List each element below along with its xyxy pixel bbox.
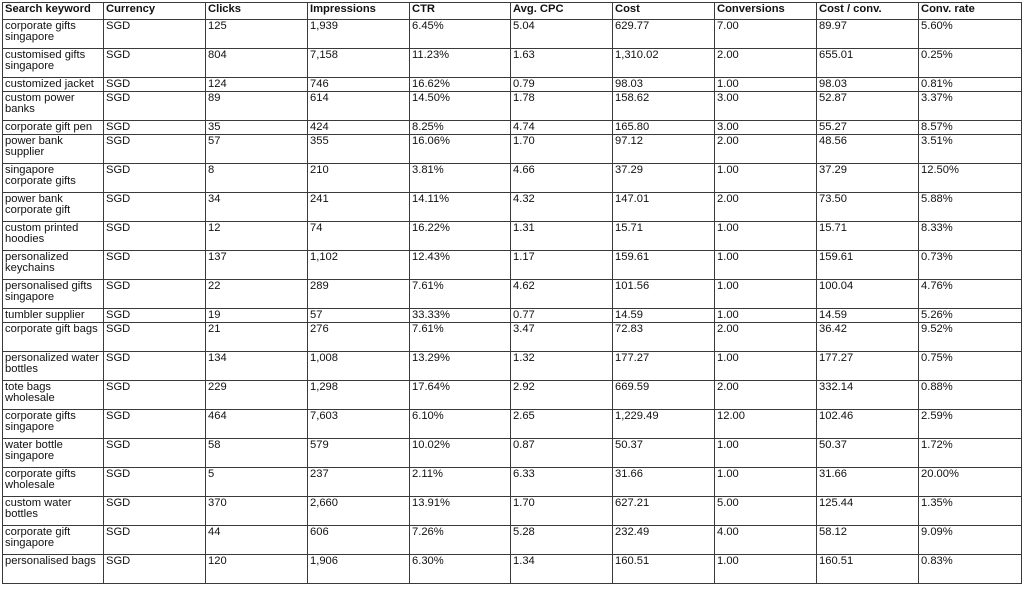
table-row [3, 78, 1022, 92]
currency-cell: SGD [104, 526, 206, 555]
avg-cpc-cell: 1.17 [511, 251, 613, 280]
avg-cpc-cell: 4.62 [511, 280, 613, 309]
keyword-cell: singapore corporate gifts [3, 164, 104, 193]
conversions-cell: 1.00 [715, 439, 817, 468]
cost-cell: 98.03 [613, 78, 715, 92]
avg-cpc-cell: 4.66 [511, 164, 613, 193]
conversion-rate-cell: 5.60% [919, 20, 1022, 49]
currency-cell: SGD [104, 251, 206, 280]
table-header [3, 3, 1022, 20]
keyword-cell: personalized keychains [3, 251, 104, 280]
currency-cell: SGD [104, 439, 206, 468]
ctr-cell: 7.26% [410, 526, 511, 555]
keyword-cell: custom printed hoodies [3, 222, 104, 251]
impressions-cell: 276 [308, 323, 410, 352]
table-row [3, 410, 1022, 439]
cost-cell: 72.83 [613, 323, 715, 352]
conversion-rate-cell: 5.26% [919, 309, 1022, 323]
currency-cell: SGD [104, 410, 206, 439]
avg-cpc-cell: 0.87 [511, 439, 613, 468]
cost-cell: 158.62 [613, 92, 715, 121]
currency-cell: SGD [104, 381, 206, 410]
avg-cpc-cell: 1.34 [511, 555, 613, 584]
keyword-cell: corporate gift singapore [3, 526, 104, 555]
clicks-cell: 58 [206, 439, 308, 468]
avg-cpc-cell: 1.78 [511, 92, 613, 121]
keyword-cell: personalised gifts singapore [3, 280, 104, 309]
clicks-cell: 229 [206, 381, 308, 410]
conversion-rate-cell: 8.33% [919, 222, 1022, 251]
conversion-rate-cell: 1.35% [919, 497, 1022, 526]
keyword-cell: personalised bags [3, 555, 104, 584]
clicks-cell: 12 [206, 222, 308, 251]
column-header-cost-per-conversion: Cost / conv. [817, 3, 919, 20]
currency-cell: SGD [104, 164, 206, 193]
ctr-cell: 7.61% [410, 323, 511, 352]
cost-cell: 101.56 [613, 280, 715, 309]
keyword-cell: tumbler supplier [3, 309, 104, 323]
currency-cell: SGD [104, 135, 206, 164]
conversions-cell: 5.00 [715, 497, 817, 526]
currency-cell: SGD [104, 352, 206, 381]
keyword-cell: custom water bottles [3, 497, 104, 526]
avg-cpc-cell: 1.63 [511, 49, 613, 78]
cost-per-conversion-cell: 100.04 [817, 280, 919, 309]
keyword-cell: personalized water bottles [3, 352, 104, 381]
conversion-rate-cell: 9.09% [919, 526, 1022, 555]
currency-cell: SGD [104, 121, 206, 135]
ctr-cell: 2.11% [410, 468, 511, 497]
avg-cpc-cell: 0.79 [511, 78, 613, 92]
table-row [3, 193, 1022, 222]
conversion-rate-cell: 3.37% [919, 92, 1022, 121]
ctr-cell: 13.29% [410, 352, 511, 381]
table-row [3, 381, 1022, 410]
column-header-ctr: CTR [410, 3, 511, 20]
column-header-clicks: Clicks [206, 3, 308, 20]
cost-cell: 15.71 [613, 222, 715, 251]
table-body [3, 20, 1022, 584]
impressions-cell: 289 [308, 280, 410, 309]
impressions-cell: 241 [308, 193, 410, 222]
table-row [3, 555, 1022, 584]
cost-cell: 669.59 [613, 381, 715, 410]
cost-per-conversion-cell: 14.59 [817, 309, 919, 323]
column-header-conversion-rate: Conv. rate [919, 3, 1022, 20]
avg-cpc-cell: 2.65 [511, 410, 613, 439]
avg-cpc-cell: 0.77 [511, 309, 613, 323]
conversion-rate-cell: 0.73% [919, 251, 1022, 280]
table-row [3, 164, 1022, 193]
conversion-rate-cell: 12.50% [919, 164, 1022, 193]
column-header-avg-cpc: Avg. CPC [511, 3, 613, 20]
table-row [3, 468, 1022, 497]
ctr-cell: 6.10% [410, 410, 511, 439]
impressions-cell: 7,603 [308, 410, 410, 439]
keyword-cell: power bank supplier [3, 135, 104, 164]
cost-per-conversion-cell: 159.61 [817, 251, 919, 280]
conversions-cell: 2.00 [715, 135, 817, 164]
impressions-cell: 746 [308, 78, 410, 92]
conversion-rate-cell: 0.25% [919, 49, 1022, 78]
clicks-cell: 464 [206, 410, 308, 439]
avg-cpc-cell: 4.32 [511, 193, 613, 222]
impressions-cell: 579 [308, 439, 410, 468]
column-header-cost: Cost [613, 3, 715, 20]
table-row [3, 92, 1022, 121]
clicks-cell: 34 [206, 193, 308, 222]
cost-per-conversion-cell: 58.12 [817, 526, 919, 555]
keyword-cell: corporate gifts wholesale [3, 468, 104, 497]
cost-per-conversion-cell: 52.87 [817, 92, 919, 121]
conversion-rate-cell: 0.75% [919, 352, 1022, 381]
conversions-cell: 7.00 [715, 20, 817, 49]
conversions-cell: 1.00 [715, 280, 817, 309]
cost-cell: 14.59 [613, 309, 715, 323]
conversions-cell: 1.00 [715, 352, 817, 381]
currency-cell: SGD [104, 280, 206, 309]
ctr-cell: 16.62% [410, 78, 511, 92]
conversions-cell: 1.00 [715, 251, 817, 280]
ctr-cell: 7.61% [410, 280, 511, 309]
conversions-cell: 3.00 [715, 121, 817, 135]
avg-cpc-cell: 5.28 [511, 526, 613, 555]
cost-per-conversion-cell: 102.46 [817, 410, 919, 439]
clicks-cell: 8 [206, 164, 308, 193]
clicks-cell: 19 [206, 309, 308, 323]
clicks-cell: 125 [206, 20, 308, 49]
currency-cell: SGD [104, 20, 206, 49]
cost-per-conversion-cell: 125.44 [817, 497, 919, 526]
keyword-cell: corporate gift pen [3, 121, 104, 135]
ctr-cell: 16.06% [410, 135, 511, 164]
impressions-cell: 614 [308, 92, 410, 121]
clicks-cell: 5 [206, 468, 308, 497]
table-row [3, 352, 1022, 381]
conversions-cell: 1.00 [715, 164, 817, 193]
conversions-cell: 12.00 [715, 410, 817, 439]
keyword-cell: corporate gifts singapore [3, 410, 104, 439]
keyword-cell: customised gifts singapore [3, 49, 104, 78]
clicks-cell: 804 [206, 49, 308, 78]
ctr-cell: 6.45% [410, 20, 511, 49]
table-row [3, 251, 1022, 280]
clicks-cell: 120 [206, 555, 308, 584]
avg-cpc-cell: 6.33 [511, 468, 613, 497]
table-row [3, 309, 1022, 323]
ctr-cell: 33.33% [410, 309, 511, 323]
conversions-cell: 3.00 [715, 92, 817, 121]
conversions-cell: 2.00 [715, 323, 817, 352]
ctr-cell: 12.43% [410, 251, 511, 280]
column-header-search-keyword: Search keyword [3, 3, 104, 20]
conversions-cell: 4.00 [715, 526, 817, 555]
column-header-impressions: Impressions [308, 3, 410, 20]
ctr-cell: 16.22% [410, 222, 511, 251]
ctr-cell: 10.02% [410, 439, 511, 468]
impressions-cell: 606 [308, 526, 410, 555]
conversion-rate-cell: 0.88% [919, 381, 1022, 410]
keyword-cell: power bank corporate gift [3, 193, 104, 222]
clicks-cell: 370 [206, 497, 308, 526]
currency-cell: SGD [104, 309, 206, 323]
clicks-cell: 35 [206, 121, 308, 135]
keyword-cell: corporate gifts singapore [3, 20, 104, 49]
cost-per-conversion-cell: 177.27 [817, 352, 919, 381]
column-header-conversions: Conversions [715, 3, 817, 20]
conversion-rate-cell: 1.72% [919, 439, 1022, 468]
conversions-cell: 2.00 [715, 49, 817, 78]
table-row [3, 49, 1022, 78]
conversion-rate-cell: 4.76% [919, 280, 1022, 309]
cost-per-conversion-cell: 48.56 [817, 135, 919, 164]
ctr-cell: 6.30% [410, 555, 511, 584]
ctr-cell: 14.11% [410, 193, 511, 222]
conversions-cell: 1.00 [715, 309, 817, 323]
table-row [3, 323, 1022, 352]
cost-cell: 1,310.02 [613, 49, 715, 78]
column-header-currency: Currency [104, 3, 206, 20]
impressions-cell: 1,906 [308, 555, 410, 584]
cost-per-conversion-cell: 98.03 [817, 78, 919, 92]
avg-cpc-cell: 1.32 [511, 352, 613, 381]
conversion-rate-cell: 3.51% [919, 135, 1022, 164]
conversions-cell: 1.00 [715, 78, 817, 92]
ctr-cell: 14.50% [410, 92, 511, 121]
cost-per-conversion-cell: 15.71 [817, 222, 919, 251]
conversions-cell: 1.00 [715, 222, 817, 251]
cost-cell: 160.51 [613, 555, 715, 584]
cost-cell: 159.61 [613, 251, 715, 280]
ctr-cell: 13.91% [410, 497, 511, 526]
keyword-cell: customized jacket [3, 78, 104, 92]
avg-cpc-cell: 5.04 [511, 20, 613, 49]
conversion-rate-cell: 0.83% [919, 555, 1022, 584]
currency-cell: SGD [104, 323, 206, 352]
impressions-cell: 1,298 [308, 381, 410, 410]
table-row [3, 222, 1022, 251]
cost-per-conversion-cell: 37.29 [817, 164, 919, 193]
clicks-cell: 57 [206, 135, 308, 164]
clicks-cell: 124 [206, 78, 308, 92]
conversions-cell: 1.00 [715, 468, 817, 497]
avg-cpc-cell: 1.31 [511, 222, 613, 251]
conversions-cell: 1.00 [715, 555, 817, 584]
table-row [3, 121, 1022, 135]
avg-cpc-cell: 1.70 [511, 135, 613, 164]
conversion-rate-cell: 8.57% [919, 121, 1022, 135]
cost-cell: 147.01 [613, 193, 715, 222]
ctr-cell: 3.81% [410, 164, 511, 193]
cost-per-conversion-cell: 73.50 [817, 193, 919, 222]
avg-cpc-cell: 3.47 [511, 323, 613, 352]
cost-cell: 177.27 [613, 352, 715, 381]
ctr-cell: 11.23% [410, 49, 511, 78]
clicks-cell: 137 [206, 251, 308, 280]
cost-cell: 1,229.49 [613, 410, 715, 439]
impressions-cell: 7,158 [308, 49, 410, 78]
cost-cell: 232.49 [613, 526, 715, 555]
clicks-cell: 21 [206, 323, 308, 352]
keyword-cell: custom power banks [3, 92, 104, 121]
ctr-cell: 8.25% [410, 121, 511, 135]
table-row [3, 280, 1022, 309]
impressions-cell: 1,939 [308, 20, 410, 49]
currency-cell: SGD [104, 92, 206, 121]
impressions-cell: 237 [308, 468, 410, 497]
cost-cell: 37.29 [613, 164, 715, 193]
clicks-cell: 134 [206, 352, 308, 381]
currency-cell: SGD [104, 555, 206, 584]
cost-cell: 31.66 [613, 468, 715, 497]
keyword-cell: corporate gift bags [3, 323, 104, 352]
cost-per-conversion-cell: 36.42 [817, 323, 919, 352]
table-row [3, 135, 1022, 164]
keyword-performance-table [2, 2, 1022, 584]
impressions-cell: 57 [308, 309, 410, 323]
cost-per-conversion-cell: 332.14 [817, 381, 919, 410]
table-row [3, 20, 1022, 49]
avg-cpc-cell: 4.74 [511, 121, 613, 135]
conversions-cell: 2.00 [715, 381, 817, 410]
impressions-cell: 1,008 [308, 352, 410, 381]
conversion-rate-cell: 0.81% [919, 78, 1022, 92]
clicks-cell: 89 [206, 92, 308, 121]
impressions-cell: 2,660 [308, 497, 410, 526]
impressions-cell: 1,102 [308, 251, 410, 280]
cost-cell: 97.12 [613, 135, 715, 164]
conversion-rate-cell: 5.88% [919, 193, 1022, 222]
keyword-cell: tote bags wholesale [3, 381, 104, 410]
cost-per-conversion-cell: 50.37 [817, 439, 919, 468]
conversions-cell: 2.00 [715, 193, 817, 222]
cost-cell: 627.21 [613, 497, 715, 526]
impressions-cell: 210 [308, 164, 410, 193]
table-row [3, 439, 1022, 468]
conversion-rate-cell: 20.00% [919, 468, 1022, 497]
ctr-cell: 17.64% [410, 381, 511, 410]
currency-cell: SGD [104, 222, 206, 251]
cost-per-conversion-cell: 31.66 [817, 468, 919, 497]
cost-cell: 629.77 [613, 20, 715, 49]
currency-cell: SGD [104, 49, 206, 78]
table-row [3, 497, 1022, 526]
cost-per-conversion-cell: 655.01 [817, 49, 919, 78]
currency-cell: SGD [104, 468, 206, 497]
cost-per-conversion-cell: 89.97 [817, 20, 919, 49]
header-row [3, 3, 1022, 20]
avg-cpc-cell: 2.92 [511, 381, 613, 410]
impressions-cell: 355 [308, 135, 410, 164]
currency-cell: SGD [104, 193, 206, 222]
conversion-rate-cell: 2.59% [919, 410, 1022, 439]
avg-cpc-cell: 1.70 [511, 497, 613, 526]
currency-cell: SGD [104, 497, 206, 526]
cost-per-conversion-cell: 55.27 [817, 121, 919, 135]
conversion-rate-cell: 9.52% [919, 323, 1022, 352]
clicks-cell: 22 [206, 280, 308, 309]
clicks-cell: 44 [206, 526, 308, 555]
table-row [3, 526, 1022, 555]
cost-cell: 50.37 [613, 439, 715, 468]
cost-per-conversion-cell: 160.51 [817, 555, 919, 584]
cost-cell: 165.80 [613, 121, 715, 135]
currency-cell: SGD [104, 78, 206, 92]
impressions-cell: 74 [308, 222, 410, 251]
impressions-cell: 424 [308, 121, 410, 135]
keyword-cell: water bottle singapore [3, 439, 104, 468]
